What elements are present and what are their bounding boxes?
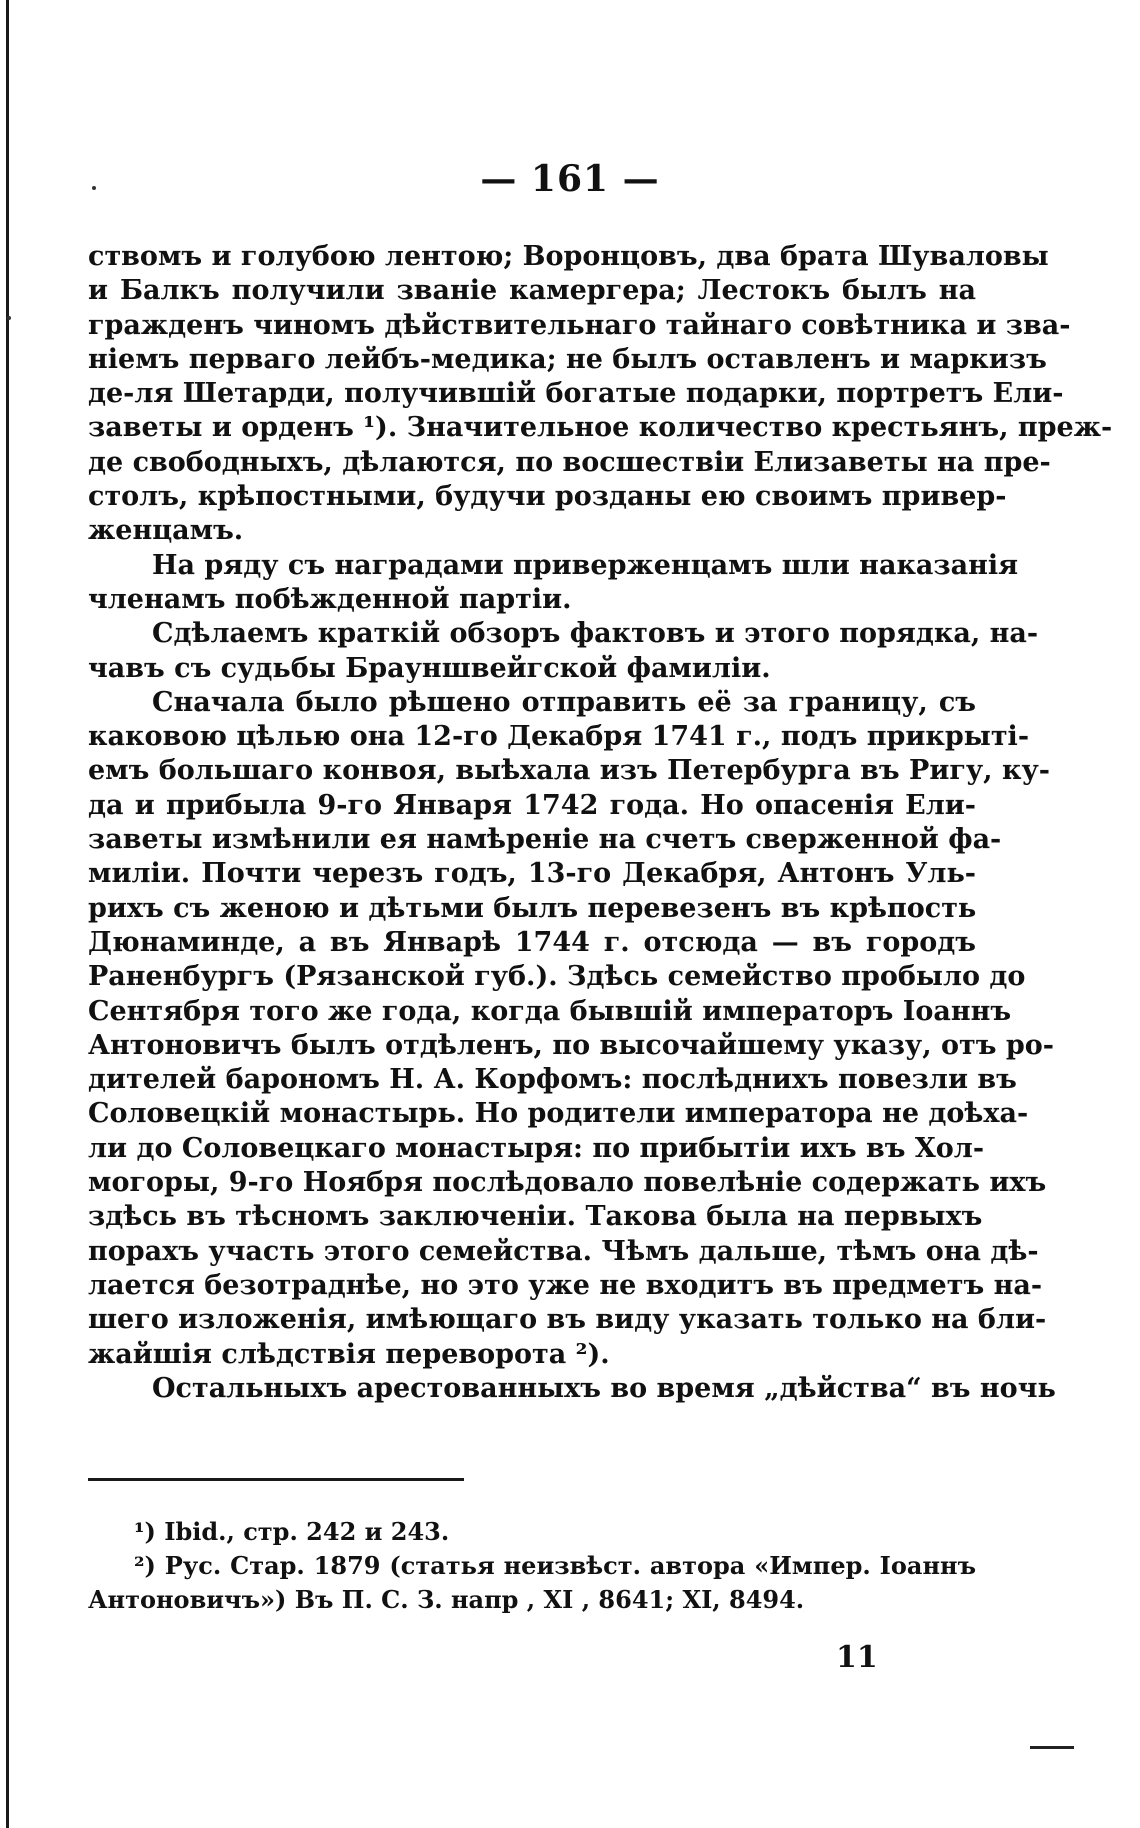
text-line: Антоновичъ былъ отдѣленъ, по высочайшему указу, отъ ро- (88, 1029, 1054, 1061)
text-line: Соловецкій монастырь. Но родители императора не доѣха- (88, 1098, 1029, 1130)
scan-left-border (6, 0, 9, 1828)
scan-speck (7, 316, 11, 320)
text-line: рихъ съ женою и дѣтьми былъ перевезенъ въ крѣпость (88, 892, 977, 924)
body-text (88, 240, 1113, 1406)
text-line: здѣсь въ тѣсномъ заключеніи. Такова была на первыхъ (88, 1201, 983, 1233)
text-line: На ряду съ наградами приверженцамъ шли наказанія (152, 549, 1019, 581)
text-line: порахъ участь этого семейства. Чѣмъ дальше, тѣмъ она дѣ- (88, 1235, 1039, 1267)
text-line: де свободныхъ, дѣлаются, по восшествіи Елизаветы на пре- (88, 446, 1051, 478)
text-line: гражденъ чиномъ дѣйствительнаго тайнаго совѣтника и зва- (88, 309, 1071, 341)
text-line: заветы и орденъ ¹). Значительное количество крестьянъ, преж- (88, 412, 1113, 444)
text-line: Сдѣлаемъ краткій обзоръ фактовъ и этого порядка, на- (152, 618, 1039, 650)
text-line: Сначала было рѣшено отправить её за границу, съ (152, 686, 976, 718)
text-line: жайшія слѣдствія переворота ²). (88, 1338, 610, 1370)
scan-edge-mark (1030, 1746, 1074, 1749)
text-line: де-ля Шетарди, получившій богатые подарки, портретъ Ели- (88, 378, 1064, 410)
page-number: — 161 — (480, 158, 660, 200)
scan-speck (92, 186, 96, 190)
text-line: Дюнаминде, а въ Январѣ 1744 г. отсюда — въ городъ (88, 926, 976, 958)
text-line: ніемъ перваго лейбъ-медика; не былъ оставленъ и маркизъ (88, 343, 1047, 375)
text-line: заветы измѣнили ея намѣреніе на счетъ сверженной фа- (88, 824, 1002, 856)
text-line: столъ, крѣпостными, будучи розданы ею своимъ привер- (88, 481, 1007, 513)
footnote-line: ²) Рус. Стар. 1879 (статья неизвѣст. автора «Импер. Іоаннъ (134, 1551, 976, 1580)
text-line: Сентября того же года, когда бывшій императоръ Іоаннъ (88, 995, 1012, 1027)
text-line: миліи. Почти черезъ годъ, 13-го Декабря, Антонъ Уль- (88, 858, 976, 890)
text-line: Остальныхъ арестованныхъ во время „дѣйства“ въ ночь (152, 1372, 1056, 1404)
footnote-separator (88, 1478, 464, 1481)
text-line: дителей барономъ Н. А. Корфомъ: послѣднихъ повезли въ (88, 1064, 1017, 1096)
printer-signature: 11 (836, 1640, 878, 1675)
text-line: ли до Соловецкаго монастыря: по прибытіи ихъ въ Хол- (88, 1132, 985, 1164)
footnotes (88, 1515, 976, 1617)
text-line: лается безотраднѣе, но это уже не входитъ въ предметъ на- (88, 1269, 1043, 1301)
footnote-line: ¹) Ibid., стр. 242 и 243. (134, 1517, 450, 1546)
text-line: Раненбургъ (Рязанской губ.). Здѣсь семейство пробыло до (88, 961, 1026, 993)
text-line: ствомъ и голубою лентою; Воронцовъ, два брата Шуваловы (88, 241, 1049, 272)
text-line: чавъ съ судьбы Брауншвейгской фамиліи. (88, 652, 771, 684)
footnote-line: Антоновичъ») Въ П. С. З. напр , XI , 8641; XI, 8494. (88, 1585, 805, 1614)
text-line: и Балкъ получили званіе камергера; Лестокъ былъ на (88, 275, 976, 307)
text-line: каковою цѣлью она 12-го Декабря 1741 г., подъ прикрыті- (88, 721, 1030, 753)
text-line: да и прибыла 9-го Января 1742 года. Но опасенія Ели- (88, 789, 976, 821)
text-line: членамъ побѣжденной партіи. (88, 583, 572, 615)
text-line: емъ большаго конвоя, выѣхала изъ Петербурга въ Ригу, ку- (88, 755, 1050, 787)
text-line: могоры, 9-го Ноября послѣдовало повелѣніе содержать ихъ (88, 1167, 1047, 1199)
text-line: женцамъ. (88, 515, 244, 547)
text-line: шего изложенія, имѣющаго въ виду указать только на бли- (88, 1304, 1047, 1336)
